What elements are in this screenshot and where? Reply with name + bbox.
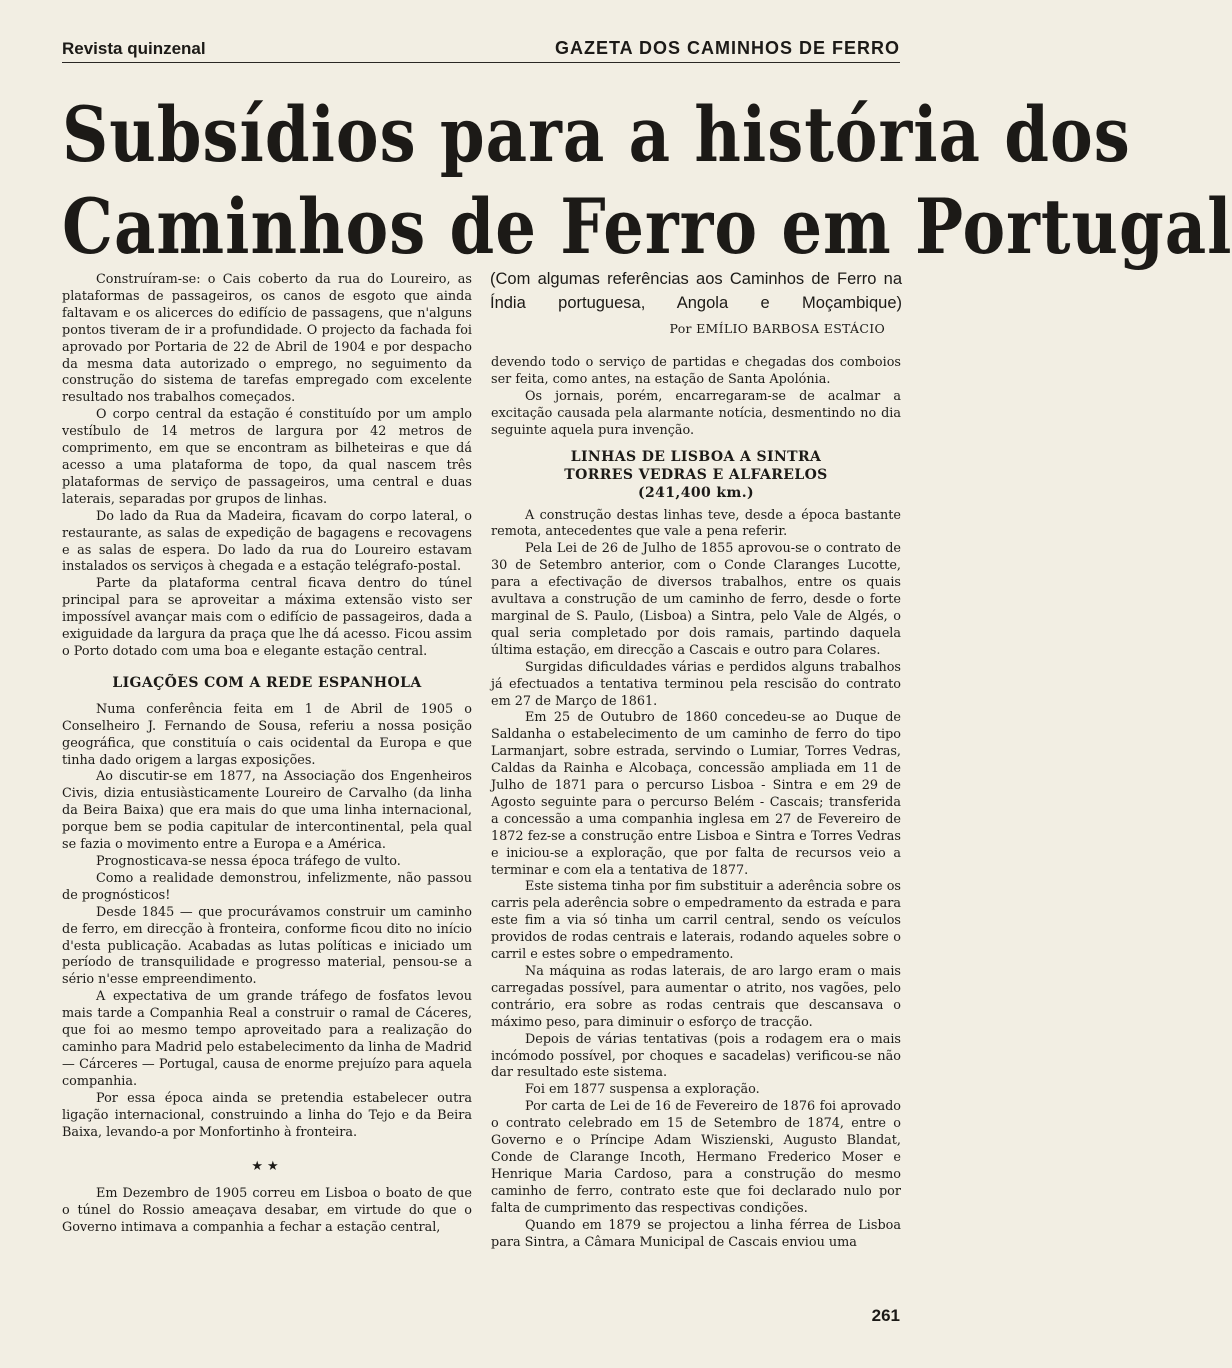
paragraph: devendo todo o serviço de partidas e chegadas dos comboios ser feita, como antes, na estação de Santa Apolónia. [491,355,901,387]
article-title [62,90,1232,274]
paragraph: Depois de várias tentativas (pois a rodagem era o mais incómodo possível, por choques e sacadelas) verificou-se não dar resultado este sistema. [491,1031,901,1081]
paragraph: Desde 1845 — que procurávamos construir um caminho de ferro, em direcção à fronteira, conforme ficou dito no início d'esta publicação. Acabadas as lutas políticas e iniciado um período de transquilidade e progresso material, pensou-se a sério n'esse empreendimento. [62,904,472,988]
paragraph: Foi em 1877 suspensa a exploração. [525,1082,760,1098]
paragraph: O corpo central da estação é constituído por um amplo vestíbulo de 14 metros de largura por 42 metros de comprimento, em que se encontram as bilheteiras e que dá acesso a uma plataforma de topo, da qual nascem três plataformas de serviço de passageiros, uma central e duas laterais, separadas por grupos de linhas. [62,407,472,507]
paragraph: A construção destas linhas teve, desde a época bastante remota, antecedentes que vale a pena referir. [491,507,901,540]
right-column [491,355,901,1251]
paragraph: Ao discutir-se em 1877, na Associação dos Engenheiros Civis, dizia entusiàsticamente Loureiro de Carvalho (da linha da Beira Baixa) que era mais do que uma linha internacional, porque bem se podia capitular de intercontinental, pela qual se fazia o movimento entre a Europa e a América. [62,769,472,853]
section-heading-sintra-length: (241,400 km.) [637,484,755,501]
article-byline: Por EMÍLIO BARBOSA ESTÁCIO [669,321,885,336]
running-head [62,36,900,63]
paragraph: Do lado da Rua da Madeira, ficavam do corpo lateral, o restaurante, as salas de expedição de bagagens e recovagens e as salas de espera. Do lado da rua do Loureiro estavam instalados os serviços à chegada e a estação telégrafo-postal. [62,508,472,575]
paragraph: Quando em 1879 se projectou a linha férrea de Lisboa para Sintra, a Câmara Municipal de Cascais enviou uma [491,1217,901,1250]
section-separator-stars: ★★ [251,1159,283,1175]
article-title-line-1: Subsídios para a história dos [62,91,1131,180]
paragraph: Na máquina as rodas laterais, de aro largo eram o mais carregadas possível, para aumentar o atrito, nos vagões, pelo contrário, era sobre as rodas centrais que descansava o máximo peso, para diminuir o esforço de tracção. [491,964,901,1030]
left-column [62,272,472,1237]
paragraph: Surgidas dificuldades várias e perdidos alguns trabalhos já efectuados a tentativa terminou pela rescisão do contrato em 27 de Março de 1861. [491,659,901,709]
paragraph: Por essa época ainda se pretendia estabelecer outra ligação internacional, construindo a linha do Tejo e da Beira Baixa, levando-a por Monfortinho à fronteira. [62,1090,472,1140]
paragraph: Em 25 de Outubro de 1860 concedeu-se ao Duque de Saldanha o estabelecimento de um caminho de ferro do tipo Larmanjart, sobre estrada, servindo o Lumiar, Torres Vedras, Caldas da Rainha e Alcobaça, concessão ampliada em 11 de Julho de 1871 para o percurso Lisboa - Sintra e em 29 de Agosto seguinte para o percurso Belém - Cascais; transferida a concessão a uma companhia inglesa em 27 de Fevereiro de 1872 fez-se a construção entre Lisboa e Sintra e Torres Vedras e iniciou-se a exploração, que por falta de recursos veio a terminar e com ela a tentativa de 1877. [491,710,901,878]
journal-title: GAZETA DOS CAMINHOS DE FERRO [554,38,900,58]
paragraph: Numa conferência feita em 1 de Abril de 1905 o Conselheiro J. Fernando de Sousa, referiu a nossa posição geográfica, que constituía o cais ocidental da Europa e que tinha dado origem a largas exposições. [62,701,472,768]
paragraph: Parte da plataforma central ficava dentro do túnel principal para se aproveitar a máxima extensão visto ser impossível avançar mais com o edifício de passageiros, dada a exiguidade da largura da praça que lhe dá acesso. Ficou assim o Porto dotado com uma boa e elegante estação central. [62,576,472,659]
section-heading-sintra-line-1: LINHAS DE LISBOA A SINTRA [570,448,822,465]
page-number: 261 [871,1306,900,1325]
paragraph: Prognosticava-se nessa época tráfego de vulto. [96,854,401,869]
paragraph: Por carta de Lei de 16 de Fevereiro de 1876 foi aprovado o contrato celebrado em 15 de Setembro de 1874, entre o Governo e o Príncipe Adam Wiszienski, Augusto Blandat, Conde de Clarange Incoth, Hermano Frederico Moser e Henrique Maria Cardoso, para a construção do mesmo caminho de ferro, contrato este que foi declarado nulo por falta de cumprimento das respectivas condições. [491,1099,901,1216]
paragraph: Como a realidade demonstrou, infelizmente, não passou de prognósticos! [62,870,472,903]
paragraph: Pela Lei de 26 de Julho de 1855 aprovou-se o contrato de 30 de Setembro anterior, com o Conde Claranges Lucotte, para a efectivação de diversos trabalhos, entre os quais avultava a construção de um caminho de ferro, desde o forte marginal de S. Paulo, (Lisboa) a Sintra, pelo Vale de Algés, o qual seria completado por dois ramais, partindo daquela última estação, em direcção a Cascais e outro para Colares. [491,541,901,658]
article-title-line-2: Caminhos de Ferro em Portugal [62,183,1232,272]
paragraph: Este sistema tinha por fim substituir a aderência sobre os carris pela aderência sobre o empedramento da estrada e para este fim a via só tinha um carril central, sendo os veículos providos de rodas centrais e laterais, rodando aqueles sobre o carril e estes sobre o empedramento. [491,879,901,963]
paragraph: Os jornais, porém, encarregaram-se de acalmar a excitação causada pela alarmante notícia, desmentindo no dia seguinte aquela pura invenção. [491,388,901,438]
article-subtitle: (Com algumas referências aos Caminhos de Ferro na Índia portuguesa, Angola e Moçambique) [490,270,902,312]
paragraph: Construíram-se: o Cais coberto da rua do Loureiro, as plataformas de passageiros, os canos de esgoto que ainda faltavam e os alicerces do edifício de passagens, que n'alguns pontos tiveram de ir a profundidade. O projecto da fachada foi aprovado por Portaria de 22 de Abril de 1904 e por despacho da mesma data autorizado o emprego, no seguimento da construção do sistema de tarefas empregado com excelente resultado nos trabalhos começados. [62,272,472,406]
paragraph: Em Dezembro de 1905 correu em Lisboa o boato de que o túnel do Rossio ameaçava desabar, em virtude do que o Governo intimava a companhia a fechar a estação central, [62,1186,472,1236]
section-heading-sintra-line-2: TORRES VEDRAS E ALFARELOS [564,466,828,483]
section-heading-spanish-network: LIGAÇÕES COM A REDE ESPANHOLA [112,674,422,691]
paragraph: A expectativa de um grande tráfego de fosfatos levou mais tarde a Companhia Real a construir o ramal de Cáceres, que foi ao mesmo tempo aproveitado para a realização do caminho para Madrid pelo estabelecimento da linha de Madrid — Cárceres — Portugal, causa de enorme prejuízo para aquela companhia. [62,989,472,1089]
journal-periodicity: Revista quinzenal [62,39,206,58]
